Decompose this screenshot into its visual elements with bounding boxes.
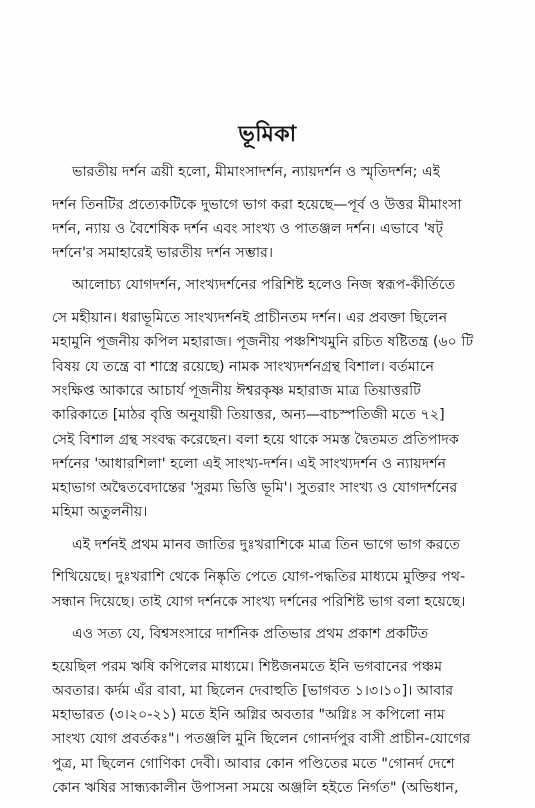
paragraph-3 bbox=[52, 533, 500, 614]
paragraph-line: দর্শনের 'আধারশিলা' হলো এই সাংখ্য-দর্শন। এই সাংখ্যদর্শন ও ন্যায়দর্শন bbox=[52, 455, 447, 472]
page-heading: ভূমিকা bbox=[238, 122, 297, 147]
paragraph-line: পুত্র, মা ছিলেন গোণিকা দেবী। আবার কোন পণ্ডিতের মতে "গোনর্দ দেশে bbox=[52, 755, 455, 772]
paragraph-line: সন্ধান দিয়েছে। তাই যোগ দর্শনকে সাংখ্য দর্শনের পরিশিষ্ট ভাগ বলা হয়েছে। bbox=[52, 593, 466, 610]
paragraph-2 bbox=[52, 273, 500, 524]
paragraph-line: হয়েছিল পরম ঋষি কপিলের মাধ্যমে। শিষ্টজনমতে ইনি ভগবানের পঞ্চম bbox=[52, 658, 443, 675]
paragraph-line: আলোচ্য যোগদর্শন, সাংখ্যদর্শনের পরিশিষ্ট হলেও নিজ স্বরূপ-কীর্তিতে bbox=[72, 277, 456, 294]
paragraph-line: দর্শন, ন্যায় ও বৈশেষিক দর্শন এবং সাংখ্য ও পাতঞ্জল দর্শন। এভাবে 'ষট্ bbox=[52, 220, 444, 237]
paragraph-line: দর্শন তিনটির প্রত্যেকটিকে দুভাগে ভাগ করা হয়েছে—পূর্ব ও উত্তর মীমাংসা bbox=[52, 196, 462, 213]
paragraph-line: কোন ঋষির সান্ধ্যকালীন উপাসনা সময়ে অঞ্জলি হইতে নির্গত" (অভিধান, bbox=[52, 780, 459, 797]
paragraph-line: মহাভাগ অদ্বৈতবেদান্তের 'সুরম্য ভিত্তি ভূমি'। সুতরাং সাংখ্য ও যোগদর্শনের bbox=[52, 480, 458, 497]
paragraph-line: এও সত্য যে, বিশ্বসংসারে দার্শনিক প্রতিভার প্রথম প্রকাশ প্রকটিত bbox=[72, 625, 429, 642]
paragraph-1 bbox=[52, 160, 500, 265]
paragraph-line: সাংখ্য যোগ প্রবর্তকঃ"। পতঞ্জলি মুনি ছিলেন গোনর্দপুর বাসী প্রাচীন-যোগের bbox=[52, 731, 471, 748]
paragraph-line: মহিমা অতুলনীয়। bbox=[52, 504, 148, 521]
paragraph-line: সে মহীয়ান। ধরাভূমিতে সাংখ্যদর্শনই প্রাচীনতম দর্শন। এর প্রবক্তা ছিলেন bbox=[52, 310, 448, 327]
paragraph-line: মহামুনি পূজনীয় কপিল মহারাজ। পূজনীয় পঞ্চশিখমুনি রচিত ষষ্টিতন্ত্র (৬০ টি bbox=[52, 334, 474, 351]
paragraph-line: সেই বিশাল গ্রন্থ সংবদ্ধ করেছেন। বলা হয়ে থাকে সমস্ত দ্বৈতমত প্রতিপাদক bbox=[52, 431, 459, 448]
paragraph-line: অবতার। কর্দম এঁর বাবা, মা ছিলেন দেবাহুতি [ভাগবত ১।৩।১০]। আবার bbox=[52, 682, 454, 699]
paragraph-4 bbox=[52, 622, 500, 800]
paragraph-line: দর্শনে'র সমাহারেই ভারতীয় দর্শন সম্ভার। bbox=[52, 245, 274, 262]
paragraph-line: মহাভারত (৩।২০-২১) মতে ইনি অগ্নির অবতার "অগ্নিঃ স কপিলো নাম bbox=[52, 707, 445, 724]
page-body bbox=[52, 160, 500, 808]
paragraph-line: এই দর্শনই প্রথম মানব জাতির দুঃখরাশিকে মাত্র তিন ভাগে ভাগ করতে bbox=[72, 536, 460, 553]
paragraph-line: বিষয় যে তন্ত্রে বা শাস্ত্রে রয়েছে) নামক সাংখ্যদর্শনগ্রন্থ বিশাল। বর্তমানে bbox=[52, 358, 435, 375]
paragraph-line: ভারতীয় দর্শন ত্রয়ী হলো, মীমাংসাদর্শন, ন্যায়দর্শন ও স্মৃতিদর্শন; এই bbox=[72, 164, 441, 180]
paragraph-line: শিখিয়েছে। দুঃখরাশি থেকে নিষ্কৃতি পেতে যোগ-পদ্ধতির মাধ্যমে মুক্তির পথ- bbox=[52, 569, 466, 586]
paragraph-line: সংক্ষিপ্ত আকারে আচার্য পূজনীয় ঈশ্বরকৃষ্ণ মহারাজ মাত্র তিয়াত্তরটি bbox=[52, 382, 421, 399]
paragraph-line: কারিকাতে [মাঠর বৃত্তি অনুযায়ী তিয়াত্তর, অন্য—বাচস্পতিজী মতে ৭২] bbox=[52, 407, 445, 424]
